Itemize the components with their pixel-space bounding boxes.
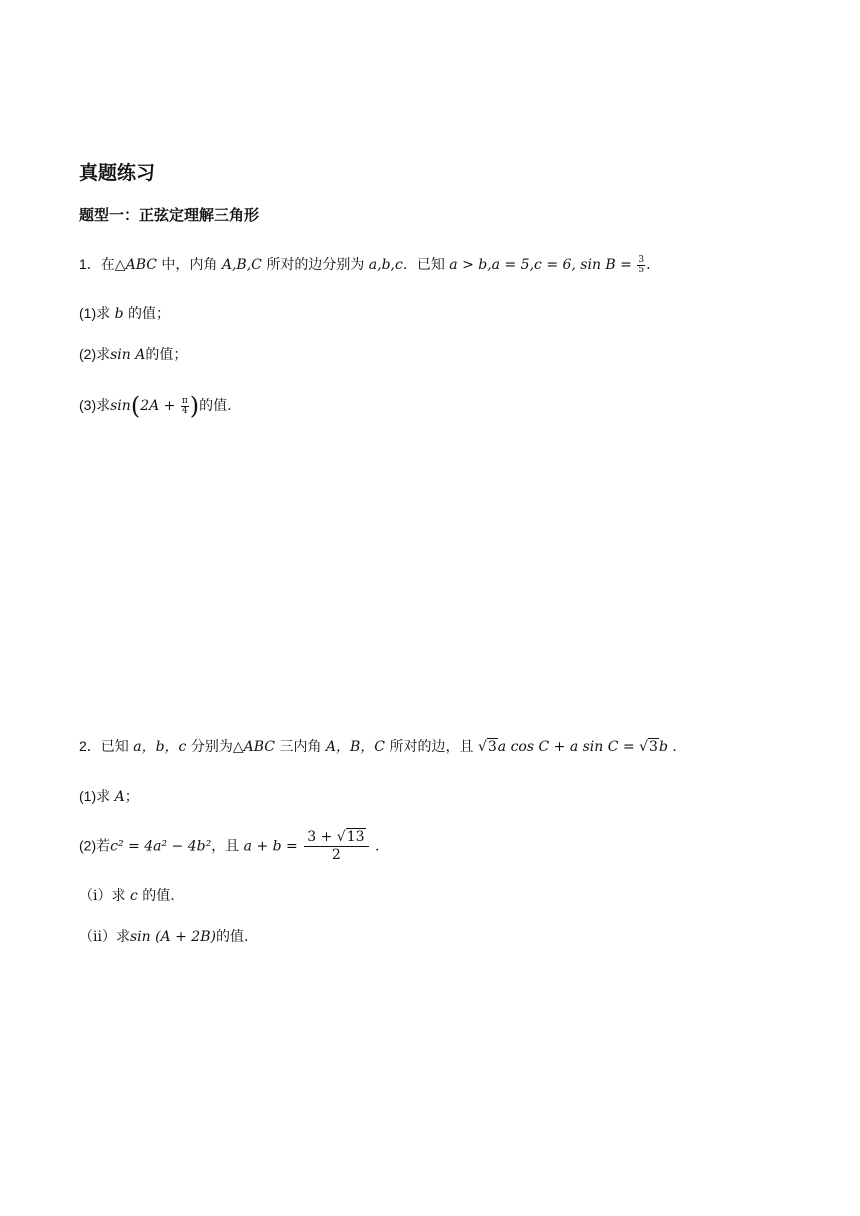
q2-part-1 <box>79 786 139 807</box>
fraction: $\frac{3}{5}$ <box>638 254 645 275</box>
text: . <box>370 838 380 855</box>
text: 求 <box>111 888 130 904</box>
text: ．已知 <box>402 257 450 273</box>
question-1 <box>79 254 651 275</box>
math-var: ABC <box>125 257 157 273</box>
text: 若 <box>96 838 111 855</box>
part-label: (1) <box>79 305 97 321</box>
fraction: $\frac{3 + √13}{2}$ <box>304 829 368 864</box>
question-2 <box>79 736 677 757</box>
q2-part-2 <box>79 829 379 864</box>
math-expression: sin A <box>110 347 146 363</box>
math-expression: sin (A + 2B) <box>129 929 216 945</box>
math-var: a,b,c <box>368 257 403 273</box>
q1-part-2 <box>79 344 187 365</box>
text: 的值； <box>145 347 188 363</box>
q1-part-3: (3)求sin(2A + $\frac{\pi}{4}$ )的值. <box>79 392 232 420</box>
text: 求 <box>96 789 115 805</box>
math-expression: a + b = <box>243 838 303 855</box>
text: ，且 <box>211 838 244 855</box>
part-label: (3) <box>79 397 97 413</box>
text: 所对的边分别为 <box>261 257 369 273</box>
part-label: (1) <box>79 788 97 804</box>
sqrt: √3 <box>639 739 658 755</box>
math-var: b <box>658 739 668 755</box>
section-heading: 题型一：正弦定理解三角形 <box>79 206 260 224</box>
part-label: (2) <box>79 837 97 854</box>
text: 的值； <box>123 306 170 322</box>
text: . <box>667 739 677 755</box>
text: ．已知 <box>86 739 134 755</box>
part-label: (2) <box>79 346 97 362</box>
math-var: A <box>114 789 125 805</box>
text: 求 <box>96 398 111 414</box>
text: 求 <box>96 347 111 363</box>
math-expression: sin <box>110 398 131 414</box>
math-expression: c² = 4a² − 4b² <box>110 838 212 855</box>
text: 求 <box>115 929 130 945</box>
question-number: 2 <box>79 738 87 754</box>
q2-subpart-ii <box>79 927 248 947</box>
subpart-label: （ii） <box>79 929 116 945</box>
subpart-label: （i） <box>79 888 112 904</box>
math-var: a，b，c <box>133 739 187 755</box>
text: 中，内角 <box>156 257 222 273</box>
math-expression: 2A + <box>140 398 180 414</box>
text: ； <box>124 789 139 805</box>
math-var: A，B，C <box>325 739 386 755</box>
math-var: c <box>129 888 138 904</box>
math-var: b <box>114 306 124 322</box>
text: 三内角 <box>275 739 326 755</box>
math-expression: a > b,a = 5,c = 6, sin B = <box>449 257 637 273</box>
math-var: ABC <box>243 739 275 755</box>
question-number: 1 <box>79 256 87 272</box>
text: 的值. <box>137 888 175 904</box>
math-var: A,B,C <box>221 257 262 273</box>
q2-subpart-i <box>79 886 175 906</box>
text: . <box>646 257 651 273</box>
page-title: 真题练习 <box>79 162 156 184</box>
text: 的值. <box>215 929 249 945</box>
q1-part-1 <box>79 303 170 324</box>
text: ．在△ <box>86 257 126 273</box>
text: 所对的边，且 <box>385 739 478 755</box>
text: 分别为△ <box>186 739 244 755</box>
text: 求 <box>96 306 115 322</box>
text: 的值. <box>199 398 232 414</box>
math-expression: a cos C + a sin C = <box>497 739 640 755</box>
fraction: $\frac{\pi}{4}$ <box>181 395 188 416</box>
sqrt: √3 <box>477 739 497 755</box>
